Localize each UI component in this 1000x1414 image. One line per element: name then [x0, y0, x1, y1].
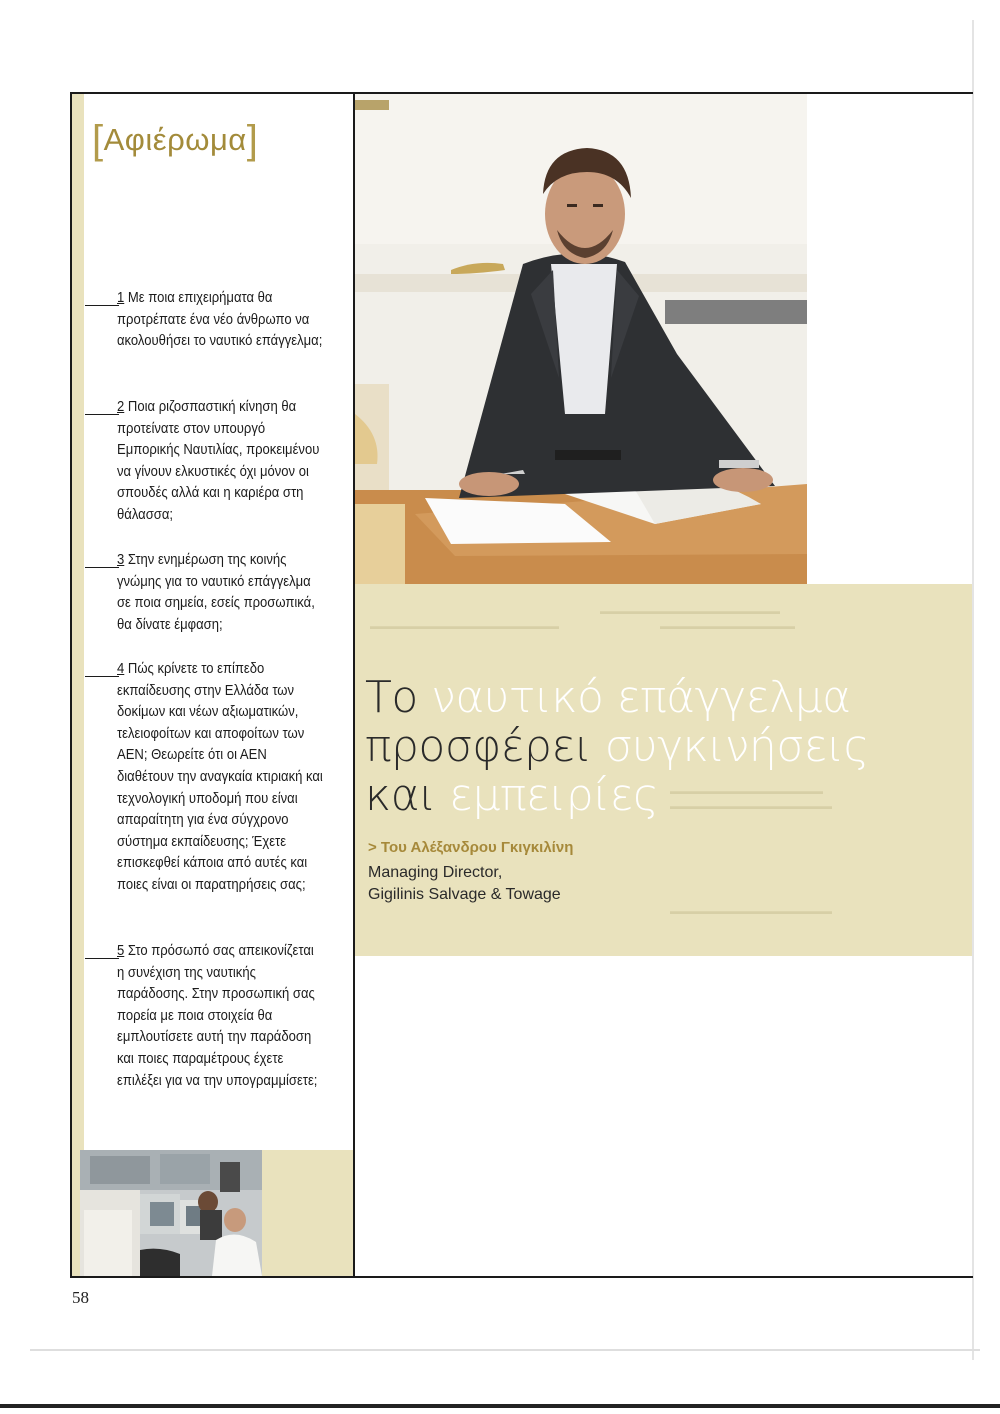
operations-room-illustration [80, 1150, 262, 1276]
question-number: 2 [117, 398, 125, 415]
bleed-through-text: ▬▬▬▬▬▬▬▬▬▬▬▬▬▬▬▬▬ [670, 786, 823, 796]
question-1 [117, 287, 323, 352]
question-text: Πώς κρίνετε το επίπεδο εκπαίδευσης στην Ελλάδα των δοκίμων και νέων αξιωματικών, τελειοφοίτων και αποφοίτων των ΑΕΝ; Θεωρείτε ότι οι ΑΕΝ διαθέτουν την αναγκαία κτιριακή και τεχνολογική υποδομή που είναι απαραίτητη για ένα σύγχρονο σύστημα εκπαίδευσης; Έχετε επισκεφθεί κάποια από αυτές και ποιες είναι οι παρατηρήσεις σας; [117, 660, 323, 893]
question-number: 1 [117, 289, 125, 306]
byline-role-company: Gigilinis Salvage & Towage [368, 886, 561, 903]
bleed-through-text: ▬▬▬▬▬▬▬▬▬▬▬▬▬▬▬▬▬▬ [670, 801, 832, 811]
question-number: 4 [117, 660, 125, 677]
section-label: Αφιέρωμα [103, 122, 247, 157]
question-5 [117, 940, 323, 1091]
question-rule [85, 676, 119, 677]
column-accent-strip [72, 94, 84, 1276]
headline-dark-3: και [365, 770, 436, 821]
question-rule [85, 414, 119, 415]
question-4 [117, 658, 323, 896]
headline-light-1: ναυτικό επάγγελμα [431, 672, 851, 723]
photo-caption-block [262, 1150, 353, 1276]
question-text: Ποια ριζοσπαστική κίνηση θα προτείνατε στον υπουργό Εμπορικής Ναυτιλίας, προκειμένου να γίνουν ελκυστικές όχι μόνον οι σπουδές αλλά και η καριέρα στη θάλασσα; [117, 398, 320, 523]
byline-role [368, 862, 561, 906]
byline-author: > Του Αλέξανδρου Γκιγκιλίνη [368, 839, 574, 856]
question-2 [117, 396, 323, 526]
bleed-through-text: ▬▬▬▬▬▬▬▬▬▬▬▬▬▬▬▬▬▬▬▬ [600, 606, 780, 616]
bracket-open-icon: [ [92, 118, 104, 162]
section-tag [92, 115, 258, 160]
bleed-through-text: ▬▬▬▬▬▬▬▬▬▬▬▬▬▬▬▬▬▬▬▬▬ [370, 621, 559, 631]
question-text: Στην ενημέρωση της κοινής γνώμης για το ναυτικό επάγγελμα σε ποια σημεία, εσείς προσωπικά, θα δίνατε έμφαση; [117, 551, 315, 633]
question-rule [85, 305, 119, 306]
operations-room-photo [80, 1150, 262, 1276]
question-text: Στο πρόσωπό σας απεικονίζεται η συνέχιση της ναυτικής παράδοσης. Στην προσωπική σας πορεία με ποια στοιχεία θα εμπλουτίσετε αυτή την παράδοση και ποιες παραμέτρους έχετε επιλέξει για να την υπογραμμίσετε; [117, 942, 318, 1089]
byline-role-title: Managing Director, [368, 864, 503, 881]
scan-edge-bottom [30, 1349, 980, 1351]
headline-light-3: εμπειρίες [449, 770, 659, 821]
portrait-illustration [355, 94, 807, 584]
question-3 [117, 549, 323, 635]
bottom-rule [0, 1404, 1000, 1408]
question-rule [85, 958, 119, 959]
bleed-through-text: ▬▬▬▬▬▬▬▬▬▬▬▬▬▬▬ [660, 621, 795, 631]
question-text: Με ποια επιχειρήματα θα προτρέπατε ένα νέο άνθρωπο να ακολουθήσει το ναυτικό επάγγελμα; [117, 289, 323, 350]
question-rule [85, 567, 119, 568]
headline-light-2: συγκινήσεις [604, 721, 869, 772]
headline-dark-1: Το [365, 672, 418, 723]
headline-dark-2: προσφέρει [365, 721, 592, 772]
bracket-close-icon: ] [246, 118, 259, 162]
page-number: 58 [72, 1288, 89, 1307]
headline [365, 673, 965, 820]
question-number: 3 [117, 551, 125, 568]
bleed-through-text: ▬▬▬▬▬▬▬▬▬▬▬▬▬▬▬▬▬▬ [670, 906, 832, 916]
portrait-photo [355, 94, 807, 584]
question-number: 5 [117, 942, 125, 959]
